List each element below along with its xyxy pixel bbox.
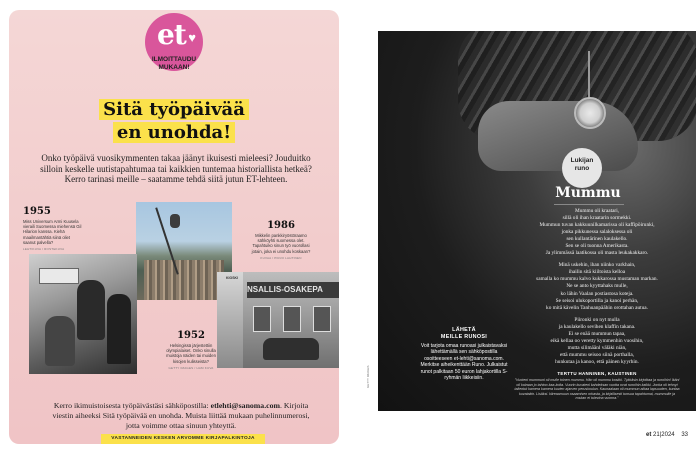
folio-issue: 21|2024: [653, 432, 675, 438]
story-1986: [249, 220, 313, 260]
poem-stanza: [510, 262, 684, 311]
stadium-crowd: [144, 260, 224, 300]
poem-line: Piironki on nyt mulla: [574, 316, 620, 323]
badge-tagline-line: MUKAAN!: [158, 64, 190, 71]
poem-line: Ne se anto kyyttahaks mulle,: [566, 283, 628, 290]
story-credit: GETTY IMAGES / HAM KUVA: [168, 365, 214, 370]
story-1952: [161, 330, 221, 370]
hand: [478, 101, 638, 171]
pink-panel: [9, 10, 339, 444]
headline: [39, 98, 309, 144]
submit-poem-box: [419, 327, 509, 381]
submit-heading-line: LÄHETÄ: [452, 327, 476, 333]
story-year: 1986: [267, 220, 295, 231]
poem-note: "Vuoteni mummuni oli mulle toinen mummu. Hän oli mummu koskki. Tykkäsin kirjoittaa ja runoihin! Ikäni oli koiraan jo tahtoo kaa-kolta. Vuorin kuvateni kahdeksan vuotta ovat runoihin kaikki. Jonka oli tehnyt tallentut kamera kamera kuvien ajarven peruskoulun. Kaunaalaan oli mummun aikaa lapsuuden, kuntaa kuvatakin. Lisäksi. kiireaamuun osaamisen orkasta, ja kirjallisesti tunsua tapahtumai, mummulle ja roskan ei tulevina vuonna.": [514, 378, 680, 401]
photo-credit: GETTY IMAGES: [366, 365, 370, 388]
poem-line: Mummun tuvan kakkuunilkamarissa oli kaffipöirunki,: [539, 222, 655, 229]
poem-stanza: [510, 317, 684, 366]
poem-line: Ei se enää mummun tapaa,: [568, 330, 626, 337]
car: [263, 338, 319, 360]
headline-line: Sitä työpäivää: [99, 99, 249, 120]
headline-line: en unohda!: [113, 122, 235, 143]
miss-universe-photo: [29, 254, 137, 374]
prize-banner: VASTANNEIDEN KESKEN ARVOMME KIRJAPALKINTOJA: [101, 434, 265, 444]
footer-text-post: . Kirjoita viestin aiheeksi Sitä työpäivää en unohda. Muista liittää mukaan puhelinnumerosi, jotta voimme ottaa sinuun yhteyttä.: [52, 401, 310, 430]
story-1955: [23, 206, 83, 251]
badge-tagline-line: ILMOITTAUDU: [151, 56, 197, 63]
watch-chain: [588, 51, 590, 99]
poem-line: ja kaulakello sevihen klaffin takana.: [558, 323, 636, 330]
person-figure: [107, 294, 131, 364]
poem-badge: [562, 148, 602, 188]
bank-sign: NSALLIS-OSAKEPA: [247, 282, 339, 298]
poem-line: sen kullantärinen kaulakello.: [566, 236, 628, 243]
event-sign: [39, 268, 79, 284]
person-figure: [77, 280, 105, 340]
poem-line: Mummu oli kraatari,: [575, 208, 619, 214]
folio: [646, 432, 688, 438]
submit-heading: [419, 327, 509, 341]
poem-line: samalla ko mummu kalvo kukkarossa mustaman markan.: [536, 276, 658, 283]
intro-text: Onko työpäivä vuosikymmenten takaa jäänyt ikuisesti mieleesi? Jouduitko silloin keskelle uutistapahtumaa tai kaikkien tuntemaa historiallista hetkeä? Kerro tarinasi meille – saatamme tehdä siitä jutun ET-lehteen.: [40, 153, 312, 184]
poem-divider: [554, 204, 624, 205]
story-credit: LEHTIKUVA / ROSTEKUVA: [23, 247, 65, 252]
right-page: [348, 0, 696, 450]
poem-line: mutta silimäänl väläki niän,: [567, 344, 627, 351]
story-year: 1952: [177, 330, 205, 341]
page-number: 33: [681, 432, 688, 438]
bank-building-photo: [243, 272, 339, 368]
building-window: [253, 306, 271, 332]
story-text: Helsingissä järjestettiin olympialaiset. Onko sinulla muistoja näiden tai muiden kisojen kulisseista?: [166, 343, 216, 364]
poem-line: Minä uskehin, ihan niinko varkhain,: [558, 262, 636, 269]
badge-tagline: [143, 56, 205, 72]
footer-text: [47, 401, 315, 430]
folio-brand: et: [646, 432, 652, 438]
story-credit: KUVAA / PIRJO LAHTINEN: [260, 255, 302, 260]
poem-title: Mummu: [555, 185, 621, 201]
poem-line: että mummu seisoo siinä porthalla,: [560, 351, 634, 358]
poem: [510, 208, 684, 371]
submit-body: Voit tarjota omaa runoasi julkaistavaksi lähettämällä sen sähköpostilla osoitteeseen et-lehti@sanoma.com. Merkitse aiheikenttään Runo. Julkaistut runot palkitaan 50 euron lahjakortilla S-ryhmän liikkeisiin.: [420, 343, 508, 382]
kiosk-sign: KIOSKI: [225, 276, 239, 280]
poem-line: ko mitä kävelin Tanhuanpäähin orottahan autua.: [546, 304, 648, 311]
athlete-figure: [170, 214, 180, 228]
poem-line: ihailin sitä kiiltoista kelloa: [568, 269, 626, 276]
poem-line: jonka pikkunessa salaloksessa oli: [561, 229, 633, 236]
poem-author: TERTTU HANNINEN, KAUSTINEN: [557, 371, 637, 376]
poem-line: eikä kellaa oo veretty kymmenhin vuosihin,: [550, 337, 644, 344]
story-year: 1955: [23, 206, 51, 217]
submit-heading-line: MEILLE RUNOSI: [440, 334, 488, 340]
poem-stanza: [510, 208, 684, 257]
poem-line: Ja ylimmässä laatikossa oli masta leukakakkaro.: [545, 250, 649, 257]
poem-badge-line: Lukijan: [570, 157, 594, 164]
footer-text-pre: Kerro ikimuistoisesta työpäivästäsi sähköpostilla:: [53, 401, 211, 410]
contact-email[interactable]: etlehti@sanoma.com: [210, 401, 281, 410]
person-figure: [45, 316, 75, 366]
building-window: [313, 306, 331, 332]
poem-line: Se seisoi ulukoportilla ja kanoi perhän,: [555, 297, 639, 304]
et-logo: et: [157, 18, 186, 51]
building-window: [283, 306, 301, 332]
story-text: Miss Universum Armi Kuusela vieraili Suomessa miehensä Gil Hilarion kanssa. Kiehä maailmantähtiä siinä oliet saanut palvella?: [23, 219, 82, 245]
poem-badge-line: runo: [574, 165, 590, 172]
poem-line: ko lähin Vaalan postiastosa koteja.: [560, 290, 634, 297]
poem-line: hunkutaa ja kanoo, että päinen kyyrhin.: [555, 358, 639, 365]
pocket-watch-icon: [574, 97, 606, 129]
poem-line: Sen se oli tuonna Amerikasta.: [565, 243, 629, 250]
story-text: Mikkelin pankkiryöstöraamo sähköyhti suomessa olet. Tapahtuiko sinun työ vuorollasi jotain, joka ei unohdu koskaan?: [251, 233, 311, 254]
poem-line: sillä oli ihan kraatarin sormekki.: [562, 215, 632, 222]
heart-icon: ♥: [188, 30, 196, 45]
